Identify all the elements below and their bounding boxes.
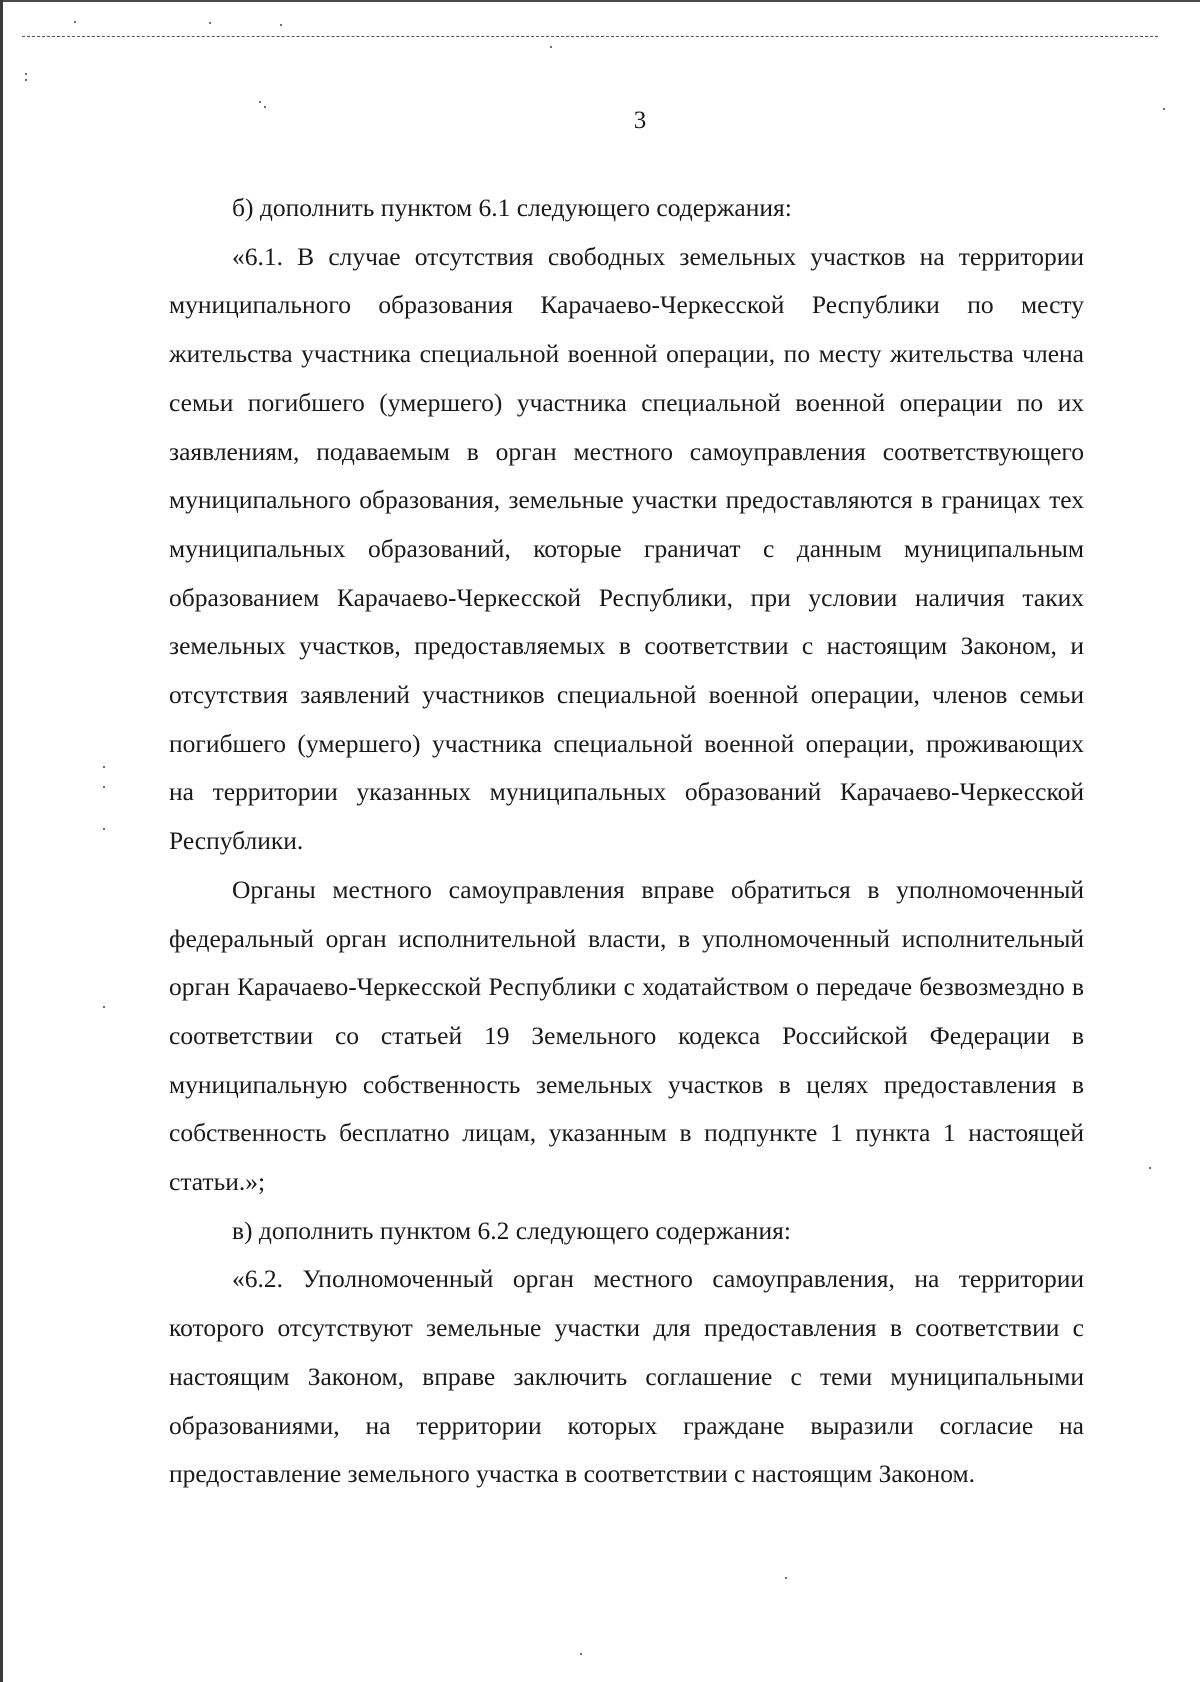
scan-speck [25,79,27,81]
paragraph-item-b: б) дополнить пунктом 6.1 следующего содержания: [232,193,792,222]
scan-edge-left [0,0,3,1682]
paragraph-item-v: в) дополнить пунктом 6.2 следующего содержания: [232,1215,791,1245]
scan-speck [580,1653,582,1655]
scan-speck [103,766,105,768]
scan-speck [785,1577,787,1579]
paragraph-clause-6-1: «6.1. В случае отсутствия свободных земельных участков на территории муниципального образования Карачаево-Черкесской Республики по месту жительства участника специальной военной операции, по месту жительства члена семьи погибшего (умершего) участника специальной военной операции по их заявлениям, подаваемым в орган местного самоуправления соответствующего муниципального образования, земельные участки предоставляются в границах тех муниципальных образований, которые граничат с данным муниципальным образованием Карачаево-Черкесской Республики, при условии наличия таких земельных участков, предоставляемых в соответствии с настоящим Законом, и отсутствия заявлений участников специальной военной операции, членов семьи погибшего (умершего) участника специальной военной операции, проживающих на территории указанных муниципальных образований Карачаево-Черкесской Республики. [169,241,1084,856]
document-body [169,184,1084,1499]
page-number: 3 [633,107,647,134]
scan-speck [259,101,261,103]
scan-speck [550,46,552,48]
scan-speck [209,22,211,24]
scan-speck [103,1006,105,1008]
scan-speck [74,21,76,23]
scan-speck [103,828,105,830]
scan-speck [1149,1167,1151,1169]
paragraph-local-authorities: Органы местного самоуправления вправе обратиться в уполномоченный федеральный орган исполнительной власти, в уполномоченный исполнительный орган Карачаево-Черкесской Республики с ходатайством о передаче безвозмездно в соответствии со статьей 19 Земельного кодекса Российской Федерации в муниципальную собственность земельных участков в целях предоставления в собственность бесплатно лицам, указанным в подпункте 1 пункта 1 настоящей статьи.»; [169,874,1084,1197]
scan-speck [25,73,27,75]
header-dashed-rule [22,36,1158,37]
scan-edge-top [0,0,1200,2]
paragraph-clause-6-2: «6.2. Уполномоченный орган местного самоуправления, на территории которого отсутствуют земельные участки для предоставления в соответствии с настоящим Законом, вправе заключить соглашение с теми муниципальными образованиями, на территории которых граждане выразили согласие на предоставление земельного участка в соответствии с настоящим Законом. [169,1264,1084,1489]
scan-speck [280,24,282,26]
scan-speck [103,786,105,788]
